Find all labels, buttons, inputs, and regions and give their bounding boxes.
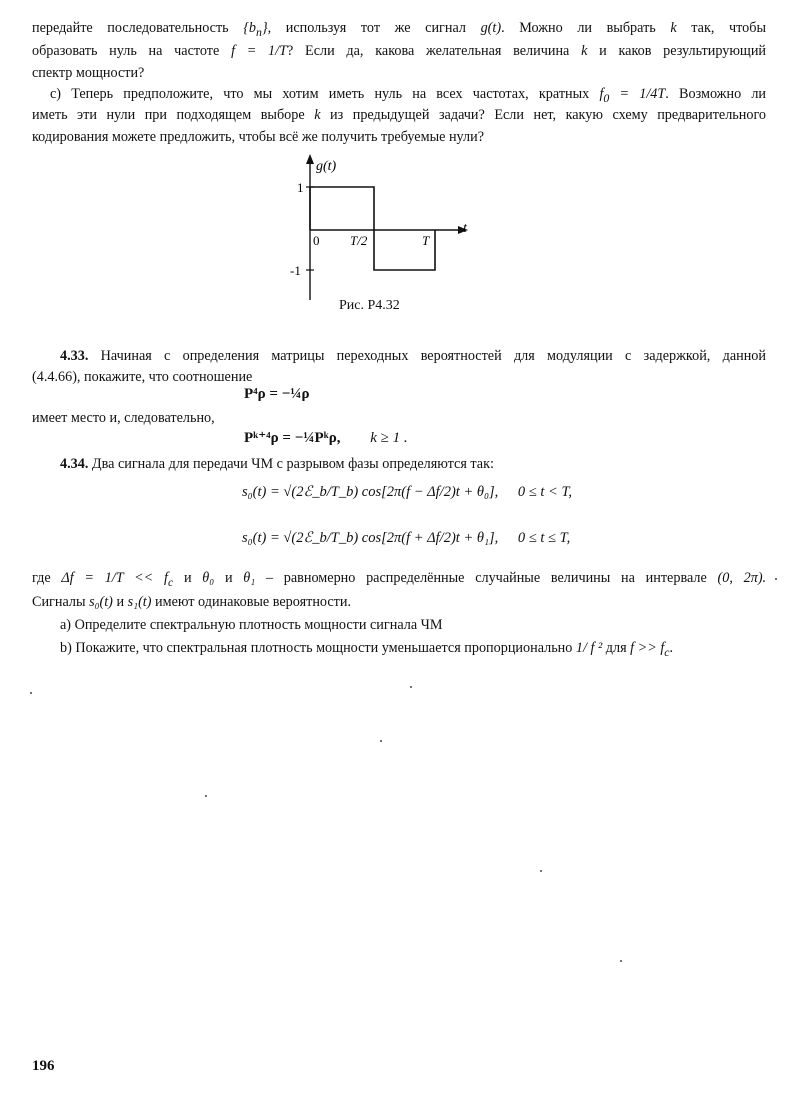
- tick-label-minus-1: -1: [290, 263, 301, 278]
- math-k: k: [314, 107, 321, 123]
- p433-equation-1: P⁴ρ = −¼ρ: [244, 386, 310, 402]
- tick-label-0: 0: [313, 233, 320, 248]
- text: . Можно ли выбрать: [501, 20, 656, 36]
- equation-s0: s₀(t) = √(2ℰ_b/T_b) cos[2π(f − Δf/2)t + θ₀], 0 ≤ t < T,: [242, 484, 573, 500]
- math-k: k: [581, 43, 588, 59]
- tick-label-1: 1: [297, 180, 304, 195]
- text: и каков результирующий: [599, 43, 767, 59]
- problem-number: 4.34.: [60, 456, 89, 472]
- scan-speck: [205, 795, 207, 797]
- p434-signals-line: Сигналы s₀(t) и s₁(t) имеют одинаковые вероятности.: [32, 594, 352, 610]
- math-f: f = 1/T: [231, 43, 287, 59]
- text: образовать нуль на частоте: [32, 43, 220, 59]
- p434-line-1: [60, 454, 494, 474]
- page-number: 196: [32, 1058, 55, 1074]
- math-g: g(t): [480, 20, 502, 36]
- equation-condition: k ≥ 1 .: [370, 430, 408, 446]
- problem-number: 4.33.: [60, 348, 89, 364]
- text: передайте последовательность: [32, 20, 229, 36]
- text: так, чтобы: [691, 20, 766, 36]
- p433-line-2: (4.4.66), покажите, что соотношение: [32, 369, 253, 385]
- text: c) Теперь предположите, что мы хотим иметь нуль на всех частотах, кратных: [50, 86, 590, 102]
- x-axis-label: t: [463, 221, 467, 236]
- p433-line-3: имеет место и, следовательно,: [32, 410, 215, 426]
- text: . Возможно ли: [665, 86, 767, 102]
- y-axis-arrow-icon: [306, 154, 314, 164]
- text: ? Если да, какова желательная величина: [287, 43, 570, 59]
- p434-part-b: b) Покажите, что спектральная плотность мощности уменьшается пропорционально 1/ f ² для $f >> f_c$.: [60, 640, 674, 659]
- intro-line-2: [32, 41, 766, 61]
- equation-condition: 0 ≤ t < T,: [517, 484, 573, 500]
- y-axis-label: g(t): [316, 159, 337, 174]
- waveform-g: [310, 187, 435, 270]
- part-c-line-3: кодирования можете предложить, чтобы всё же получить требуемые нули?: [32, 129, 484, 145]
- scan-speck: [775, 578, 777, 580]
- math-f0: $f_0 = 1/4T$: [599, 86, 666, 105]
- text: Начиная с определения матрицы переходных вероятностей для модуляции с задержкой, данной: [100, 348, 766, 364]
- p434-where-line: где $\Delta f = 1/T << f_c$ и θ₀ и θ₁ – равномерно распределённые случайные величины на интервале (0, 2π).: [32, 570, 767, 589]
- math-bn: $\{b_n\}$: [243, 20, 268, 39]
- intro-line-3: спектр мощности?: [32, 65, 145, 81]
- scan-speck: [410, 686, 412, 688]
- p434-part-a: a) Определите спектральную плотность мощности сигнала ЧМ: [60, 617, 443, 633]
- scan-speck: [380, 740, 382, 742]
- text: , используя тот же сигнал: [267, 20, 466, 36]
- scan-speck: [620, 960, 622, 962]
- part-c-line-2: [32, 105, 766, 125]
- figure-caption: Рис. P4.32: [339, 298, 400, 313]
- figure-p4-32: [270, 150, 500, 320]
- p433-line-1: [60, 346, 766, 366]
- tick-label-half: T/2: [350, 233, 368, 248]
- equation-condition: 0 ≤ t ≤ T,: [517, 530, 571, 546]
- intro-line-1: [32, 18, 766, 42]
- text: иметь эти нули при подходящем выборе: [32, 107, 305, 123]
- equation-s1: s₀(t) = √(2ℰ_b/T_b) cos[2π(f + Δf/2)t + θ₁], 0 ≤ t ≤ T,: [242, 530, 571, 546]
- math-k: k: [670, 20, 677, 36]
- p433-equation-2: Pᵏ⁺⁴ρ = −¼Pᵏρ, k ≥ 1 .: [244, 430, 408, 446]
- scan-speck: [540, 870, 542, 872]
- text: Два сигнала для передачи ЧМ с разрывом фазы определяются так:: [91, 456, 494, 472]
- text: из предыдущей задачи? Если нет, какую схему предварительного: [330, 107, 767, 123]
- tick-label-T: T: [422, 233, 430, 248]
- scan-speck: [30, 692, 32, 694]
